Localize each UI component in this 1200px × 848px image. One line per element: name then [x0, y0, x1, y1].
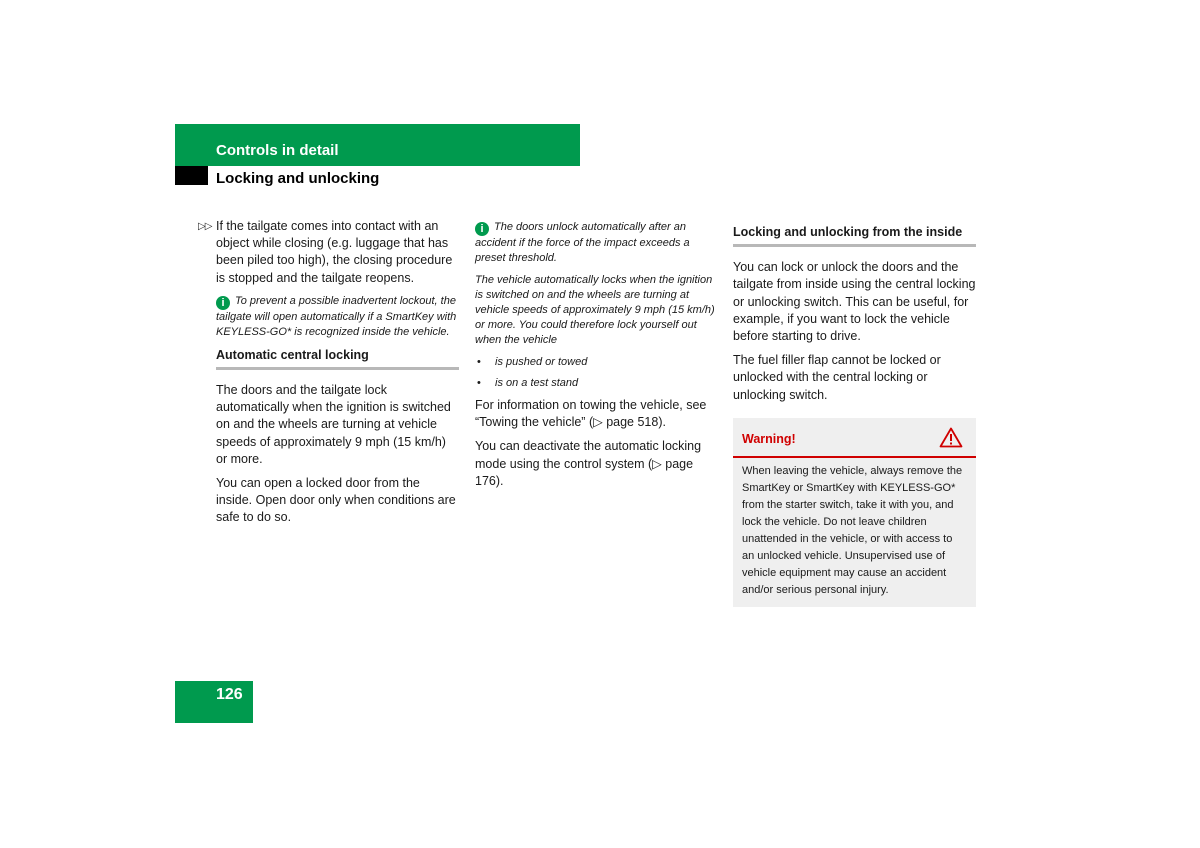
- page-number: 126: [216, 686, 243, 703]
- info-note-accident-unlock: [475, 220, 718, 266]
- paragraph-central-locking-switch: You can lock or unlock the doors and the tailgate from inside using the central locking or unlocking switch. This can be useful, for example, if you want to lock the vehicle before starting to drive.: [733, 260, 976, 344]
- heading-automatic-central-locking: Automatic central locking: [216, 347, 459, 370]
- warning-title: Warning!: [742, 431, 796, 446]
- info-note-text: The doors unlock automatically after an accident if the force of the impact exceeds a preset threshold.: [475, 221, 690, 264]
- info-note-lockout: [216, 294, 459, 340]
- info-note-text: To prevent a possible inadvertent lockout, the tailgate will open automatically if a SmartKey with KEYLESS-GO* is recognized inside the vehicle.: [216, 294, 457, 338]
- column-right: [733, 218, 976, 607]
- info-icon: i: [475, 222, 489, 236]
- bullet-list: [475, 355, 718, 391]
- paragraph-deactivate-auto-lock: You can deactivate the automatic locking mode using the control system (▷ page 176).: [475, 439, 702, 488]
- info-icon: i: [216, 296, 230, 310]
- warning-triangle-icon: [939, 427, 963, 453]
- paragraph-open-locked-door: You can open a locked door from the inside. Open door only when conditions are safe to do so.: [216, 476, 456, 525]
- warning-text: When leaving the vehicle, always remove the SmartKey or SmartKey with KEYLESS-GO* from the starter switch, take it with you, and lock the vehicle. Do not leave children unattended in the vehicle, or with access to an unlocked vehicle. Unsupervised use of vehicle equipment may cause an accident and/or serious personal injury.: [742, 464, 963, 596]
- heading-locking-from-inside: Locking and unlocking from the inside: [733, 224, 976, 247]
- column-left: [198, 218, 459, 534]
- list-item: • is pushed or towed: [475, 355, 718, 370]
- column-middle: [475, 220, 718, 497]
- section-title: Controls in detail: [216, 142, 339, 159]
- paragraph-tailgate-contact: If the tailgate comes into contact with an object while closing (e.g. luggage that has been piled too high), the closing procedure is stopped and the tailgate reopens.: [216, 219, 453, 285]
- header-tab-marker: [175, 166, 208, 185]
- paragraph-fuel-flap: The fuel filler flap cannot be locked or unlocked with the central locking or unlocking switch.: [733, 353, 941, 402]
- continuation-mark: ▷▷: [198, 221, 212, 232]
- note-auto-lock-lockout: The vehicle automatically locks when the ignition is switched on and the wheels are turning at vehicle speeds of approximately 9 mph (15 km/h) or more. You could therefore lock yourself out when the vehicle: [475, 274, 715, 346]
- warning-box: [733, 418, 976, 607]
- paragraph-auto-lock: The doors and the tailgate lock automatically when the ignition is switched on and the wheels are turning at vehicle speeds of approximately 9 mph (15 km/h) or more.: [216, 383, 451, 466]
- paragraph-towing-reference: For information on towing the vehicle, see “Towing the vehicle” (▷ page 518).: [475, 398, 707, 430]
- list-item: • is on a test stand: [475, 376, 718, 391]
- warning-header: [733, 418, 976, 458]
- page-subtitle: Locking and unlocking: [216, 170, 380, 187]
